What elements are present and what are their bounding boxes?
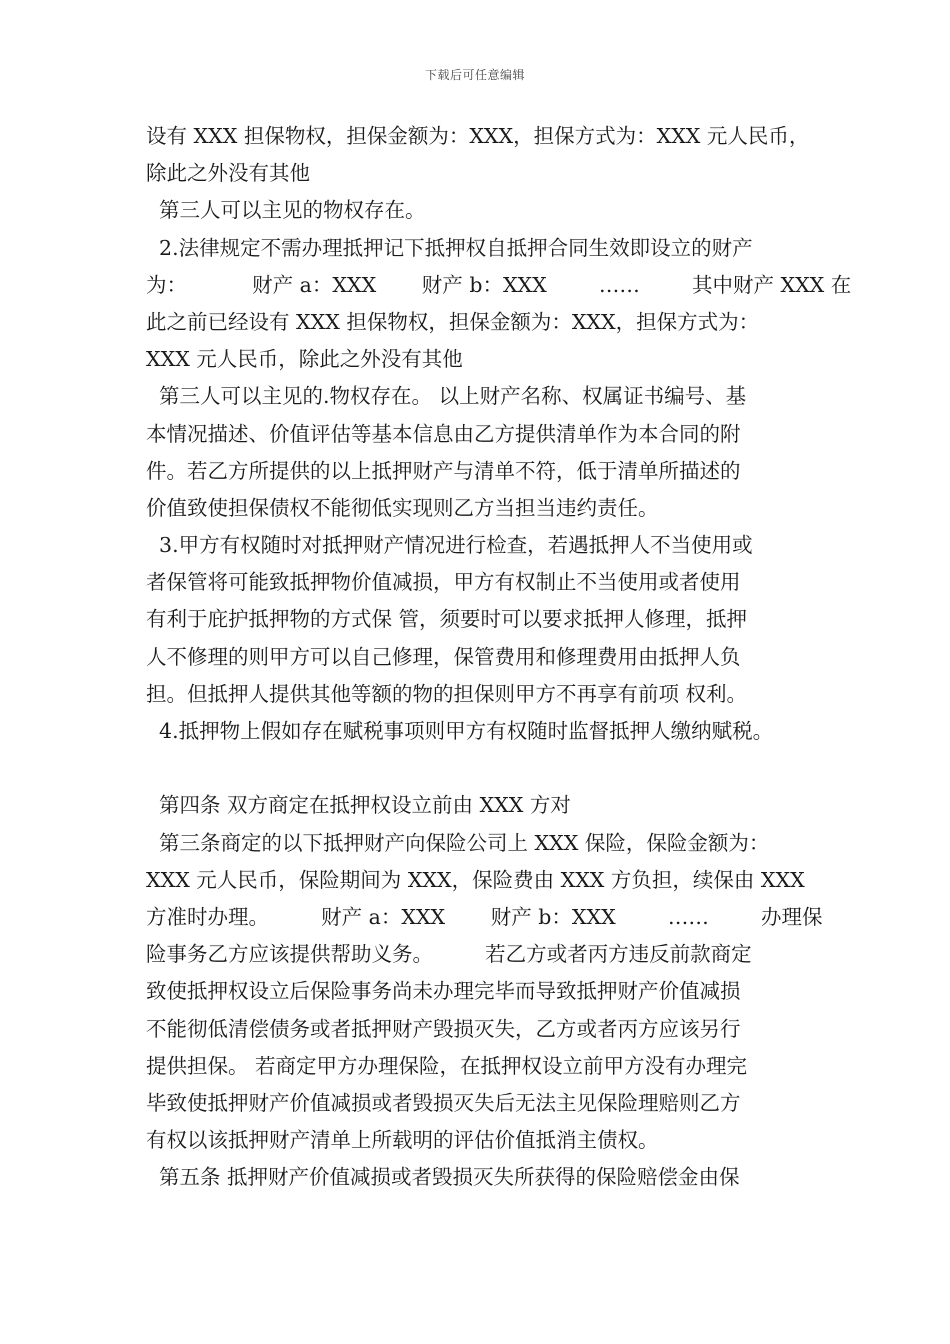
text-line: 第五条 抵押财产价值减损或者毁损灭失所获得的保险赔偿金由保 <box>146 1165 740 1190</box>
text-line: 除此之外没有其他 <box>146 161 310 186</box>
text-line: 第三条商定的以下抵押财产向保险公司上 XXX 保险，保险金额为： <box>146 830 770 855</box>
text-line: XXX 元人民币，保险期间为 XXX，保险费由 XXX 方负担，续保由 XXX <box>146 867 805 892</box>
text-line: 此之前已经设有 XXX 担保物权，担保金额为：XXX，担保方式为： <box>146 309 760 334</box>
text-line: 提供担保。 若商定甲方办理保险，在抵押权设立前甲方没有办理完 <box>146 1053 748 1078</box>
text-line: 件。若乙方所提供的以上抵押财产与清单不符，低于清单所描述的 <box>146 458 741 483</box>
text-line: XXX 元人民币，除此之外没有其他 <box>146 347 463 372</box>
text-line: 2.法律规定不需办理抵押记下抵押权自抵押合同生效即设立的财产 <box>146 235 753 260</box>
text-line: 毕致使抵押财产价值减损或者毁损灭失后无法主见保险理赔则乙方 <box>146 1090 741 1115</box>
blank-line <box>146 750 814 787</box>
page-header: 下载后可任意编辑 <box>424 68 525 82</box>
text-line: 第四条 双方商定在抵押权设立前由 XXX 方对 <box>146 793 571 818</box>
text-line: 有权以该抵押财产清单上所载明的评估价值抵消主债权。 <box>146 1128 659 1153</box>
text-line: 方准时办理。 财产 a：XXX 财产 b：XXX …… 办理保 <box>146 904 823 929</box>
text-line: 4.抵押物上假如存在赋税事项则甲方有权随时监督抵押人缴纳赋税。 <box>146 719 774 743</box>
text-line: 本情况描述、价值评估等基本信息由乙方提供清单作为本合同的附 <box>146 421 741 446</box>
text-line: 人不修理的则甲方可以自己修理，保管费用和修理费用由抵押人负 <box>146 644 741 669</box>
text-line: 有利于庇护抵押物的方式保 管，须要时可以要求抵押人修理，抵押 <box>146 607 748 632</box>
text-line: 为： 财产 a：XXX 财产 b：XXX …… 其中财产 XXX 在 <box>146 272 852 297</box>
text-line: 3.甲方有权随时对抵押财产情况进行检查，若遇抵押人不当使用或 <box>146 533 753 558</box>
text-line: 第三人可以主见的物权存在。 <box>146 198 426 223</box>
text-line: 险事务乙方应该提供帮助义务。 若乙方或者丙方违反前款商定 <box>146 942 752 967</box>
text-line: 设有 XXX 担保物权，担保金额为：XXX，担保方式为：XXX 元人民币， <box>146 124 810 148</box>
text-line: 者保管将可能致抵押物价值减损，甲方有权制止不当使用或者使用 <box>146 570 741 595</box>
text-line: 担。但抵押人提供其他等额的物的担保则甲方不再享有前项 权利。 <box>146 681 748 706</box>
text-line: 不能彻低清偿债务或者抵押财产毁损灭失，乙方或者丙方应该另行 <box>146 1016 741 1041</box>
text-line: 致使抵押权设立后保险事务尚未办理完毕而导致抵押财产价值减损 <box>146 979 741 1004</box>
text-line: 第三人可以主见的.物权存在。 以上财产名称、权属证书编号、基 <box>146 384 747 409</box>
text-line: 价值致使担保债权不能彻低实现则乙方当担当违约责任。 <box>146 495 659 520</box>
document-body <box>146 118 852 1196</box>
